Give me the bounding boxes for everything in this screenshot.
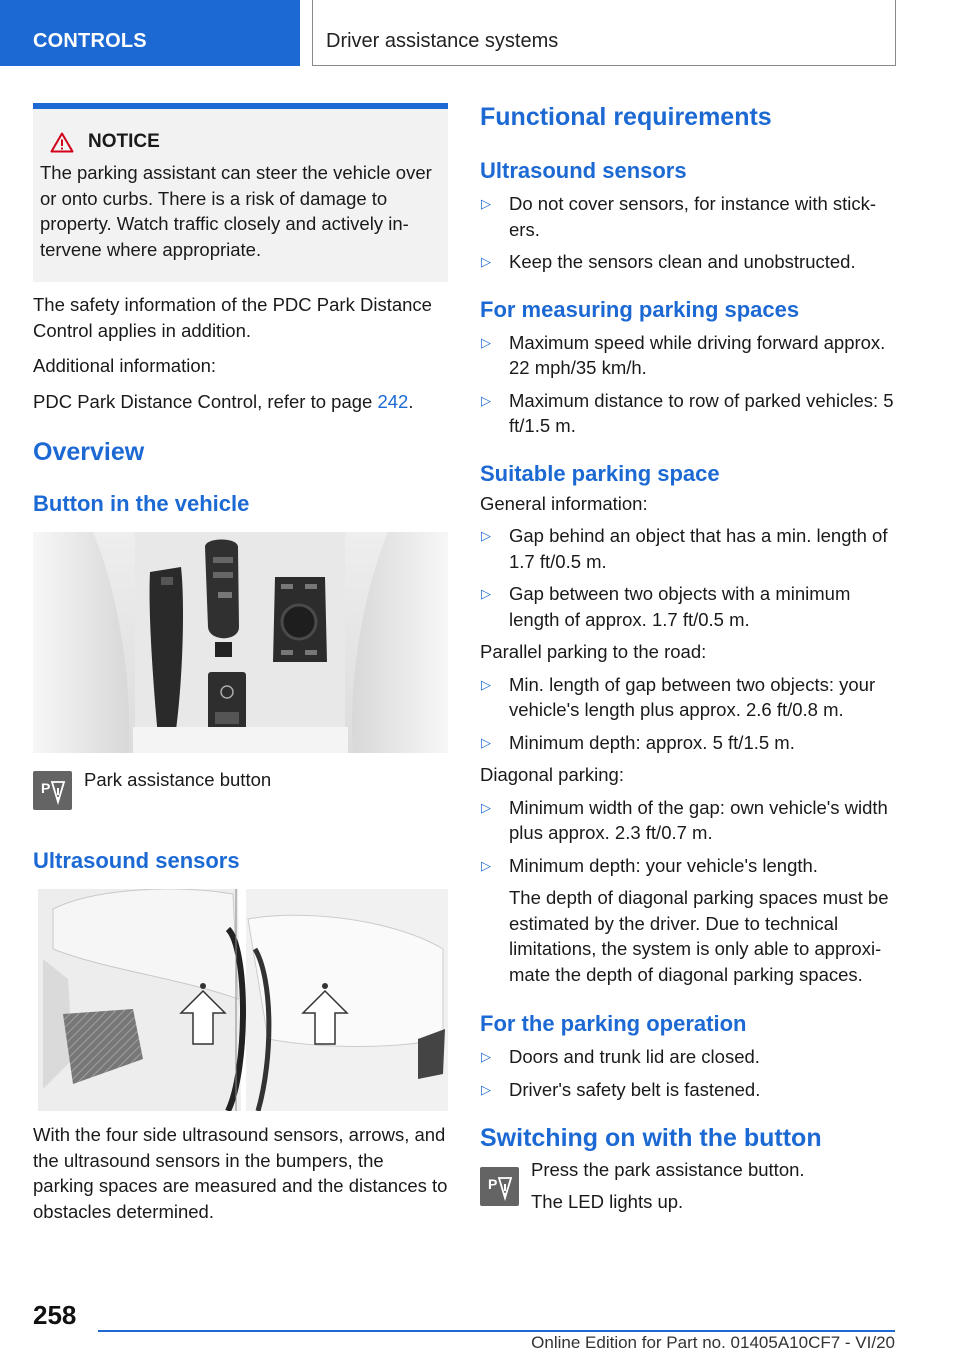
list-item: ▷ Minimum width of the gap: own vehicle's width plus approx. 2.3 ft/0.7 m. [481,796,888,843]
general-requirements-list [480,523,898,632]
list-item: ▷ Driver's safety belt is fastened. [480,1077,898,1103]
switching-on-steps [480,1159,898,1214]
ultrasound-sensors-photo [33,889,448,1111]
bullet-triangle-icon: ▷ [481,254,491,269]
svg-text:P: P [40,779,50,796]
measuring-requirements-list [480,330,898,439]
suitable-parking-space-heading: Suitable parking space [480,460,720,486]
chapter-title: Driver assistance systems [326,30,559,52]
diagonal-requirements-list [480,795,898,988]
park-assist-icon [480,1167,519,1206]
additional-info-label: Additional information: [33,355,217,376]
bullet-triangle-icon: ▷ [481,676,491,692]
ultrasound-requirements-list [480,191,898,275]
safety-info-text: The safety information of the PDC Park Distance Control applies in addition. [33,294,432,341]
ultrasound-sensors-description: With the four side ultrasound sensors, arrows, and the ultrasound sensors in the bumpers, the parking spaces are measured and the distances to obstacles determined. [33,1124,448,1222]
park-assist-caption: Park assistance button [84,769,272,790]
switching-step-2: The LED lights up. [531,1190,684,1212]
general-info-label: General information: [480,492,648,514]
operation-requirements-list [480,1044,898,1102]
bullet-triangle-icon: ▷ [481,334,491,350]
bullet-triangle-icon: ▷ [481,528,491,543]
switching-step-1: Press the park assistance button. [531,1159,805,1180]
list-item: ▷ Gap between two objects with a minimum length of approx. 1.7 ft/0.5 m. [481,583,851,630]
functional-requirements-heading: Functional requirements [480,103,772,131]
list-item: ▷ Keep the sensors clean and unobstructed. [480,249,898,275]
button-in-vehicle-heading: Button in the vehicle [33,491,250,516]
chapter-tab [312,0,896,66]
list-item: ▷ Minimum depth: your vehicle's length. The depth of diagonal parking spaces must be estimated by the driver. Due to technical limitations, the system is only able to approxi‐ mate the depth of diagonal parking spaces. [480,853,898,988]
list-item: ▷ Gap behind an object that has a min. length of 1.7 ft/0.5 m. [481,525,888,572]
overview-heading: Overview [33,438,145,466]
parallel-requirements-list [480,672,898,756]
bullet-triangle-icon: ▷ [481,734,491,750]
diagonal-depth-note: The depth of diagonal parking spaces must be estimated by the driver. Due to technical limitations, the system is only able to approxi‐ mate the depth of diagonal parking spaces. [509,887,889,985]
bullet-triangle-icon: ▷ [481,392,491,408]
list-item: ▷ Minimum depth: approx. 5 ft/1.5 m. [480,730,898,756]
parking-operation-heading: For the parking operation [480,1011,747,1036]
park-assist-icon [33,771,72,810]
page-number: 258 [33,1300,77,1330]
park-assist-caption-row [33,771,448,810]
list-item: ▷ Maximum distance to row of parked vehicles: 5 ft/1.5 m. [481,389,894,436]
ultrasound-sensors-heading-left: Ultrasound sensors [33,848,240,873]
page-link-242[interactable]: 242 [377,390,409,412]
notice-title: NOTICE [88,131,160,152]
pdc-reference: PDC Park Distance Control, refer to page 242. [33,390,414,412]
ultrasound-sensors-heading-right: Ultrasound sensors [480,158,687,183]
center-console-illustration [33,532,448,753]
bullet-triangle-icon: ▷ [481,857,491,873]
diagonal-parking-label: Diagonal parking: [480,764,624,785]
bullet-triangle-icon: ▷ [481,799,491,815]
list-item: ▷ Min. length of gap between two objects: your vehicle's length plus approx. 2.6 ft/0.8 m. [481,673,876,720]
bullet-triangle-icon: ▷ [481,1049,491,1064]
bullet-triangle-icon: ▷ [481,586,491,601]
bumper-sensors-illustration [33,889,448,1111]
bullet-triangle-icon: ▷ [481,196,491,211]
switching-on-text [531,1157,805,1214]
edition-info: Online Edition for Part no. 01405A10CF7 - VI/20 [531,1333,895,1352]
list-item: ▷ Maximum speed while driving forward approx. 22 mph/35 km/h. [481,331,886,378]
notice-box [33,103,448,282]
section-title: CONTROLS [33,30,147,52]
parallel-parking-label: Parallel parking to the road: [480,641,707,662]
left-column [33,103,448,1224]
notice-text: The parking assistant can steer the vehicle over or onto curbs. There is a risk of damage to property. Watch traffic closely and actively in‐ tervene where appropriate. [40,162,432,260]
right-column [480,103,898,1214]
measuring-parking-spaces-heading: For measuring parking spaces [480,296,800,322]
list-item: ▷ Do not cover sensors, for instance with stick‐ ers. [481,193,877,240]
svg-text:P: P [487,1175,497,1192]
center-console-photo [33,532,448,753]
bullet-triangle-icon: ▷ [481,1081,491,1097]
switching-on-heading: Switching on with the button [480,1124,822,1152]
footer-divider [98,1330,895,1332]
section-tab [0,0,300,66]
notice-heading [50,131,441,153]
list-item: ▷ Doors and trunk lid are closed. [480,1044,898,1070]
warning-icon [50,132,74,153]
